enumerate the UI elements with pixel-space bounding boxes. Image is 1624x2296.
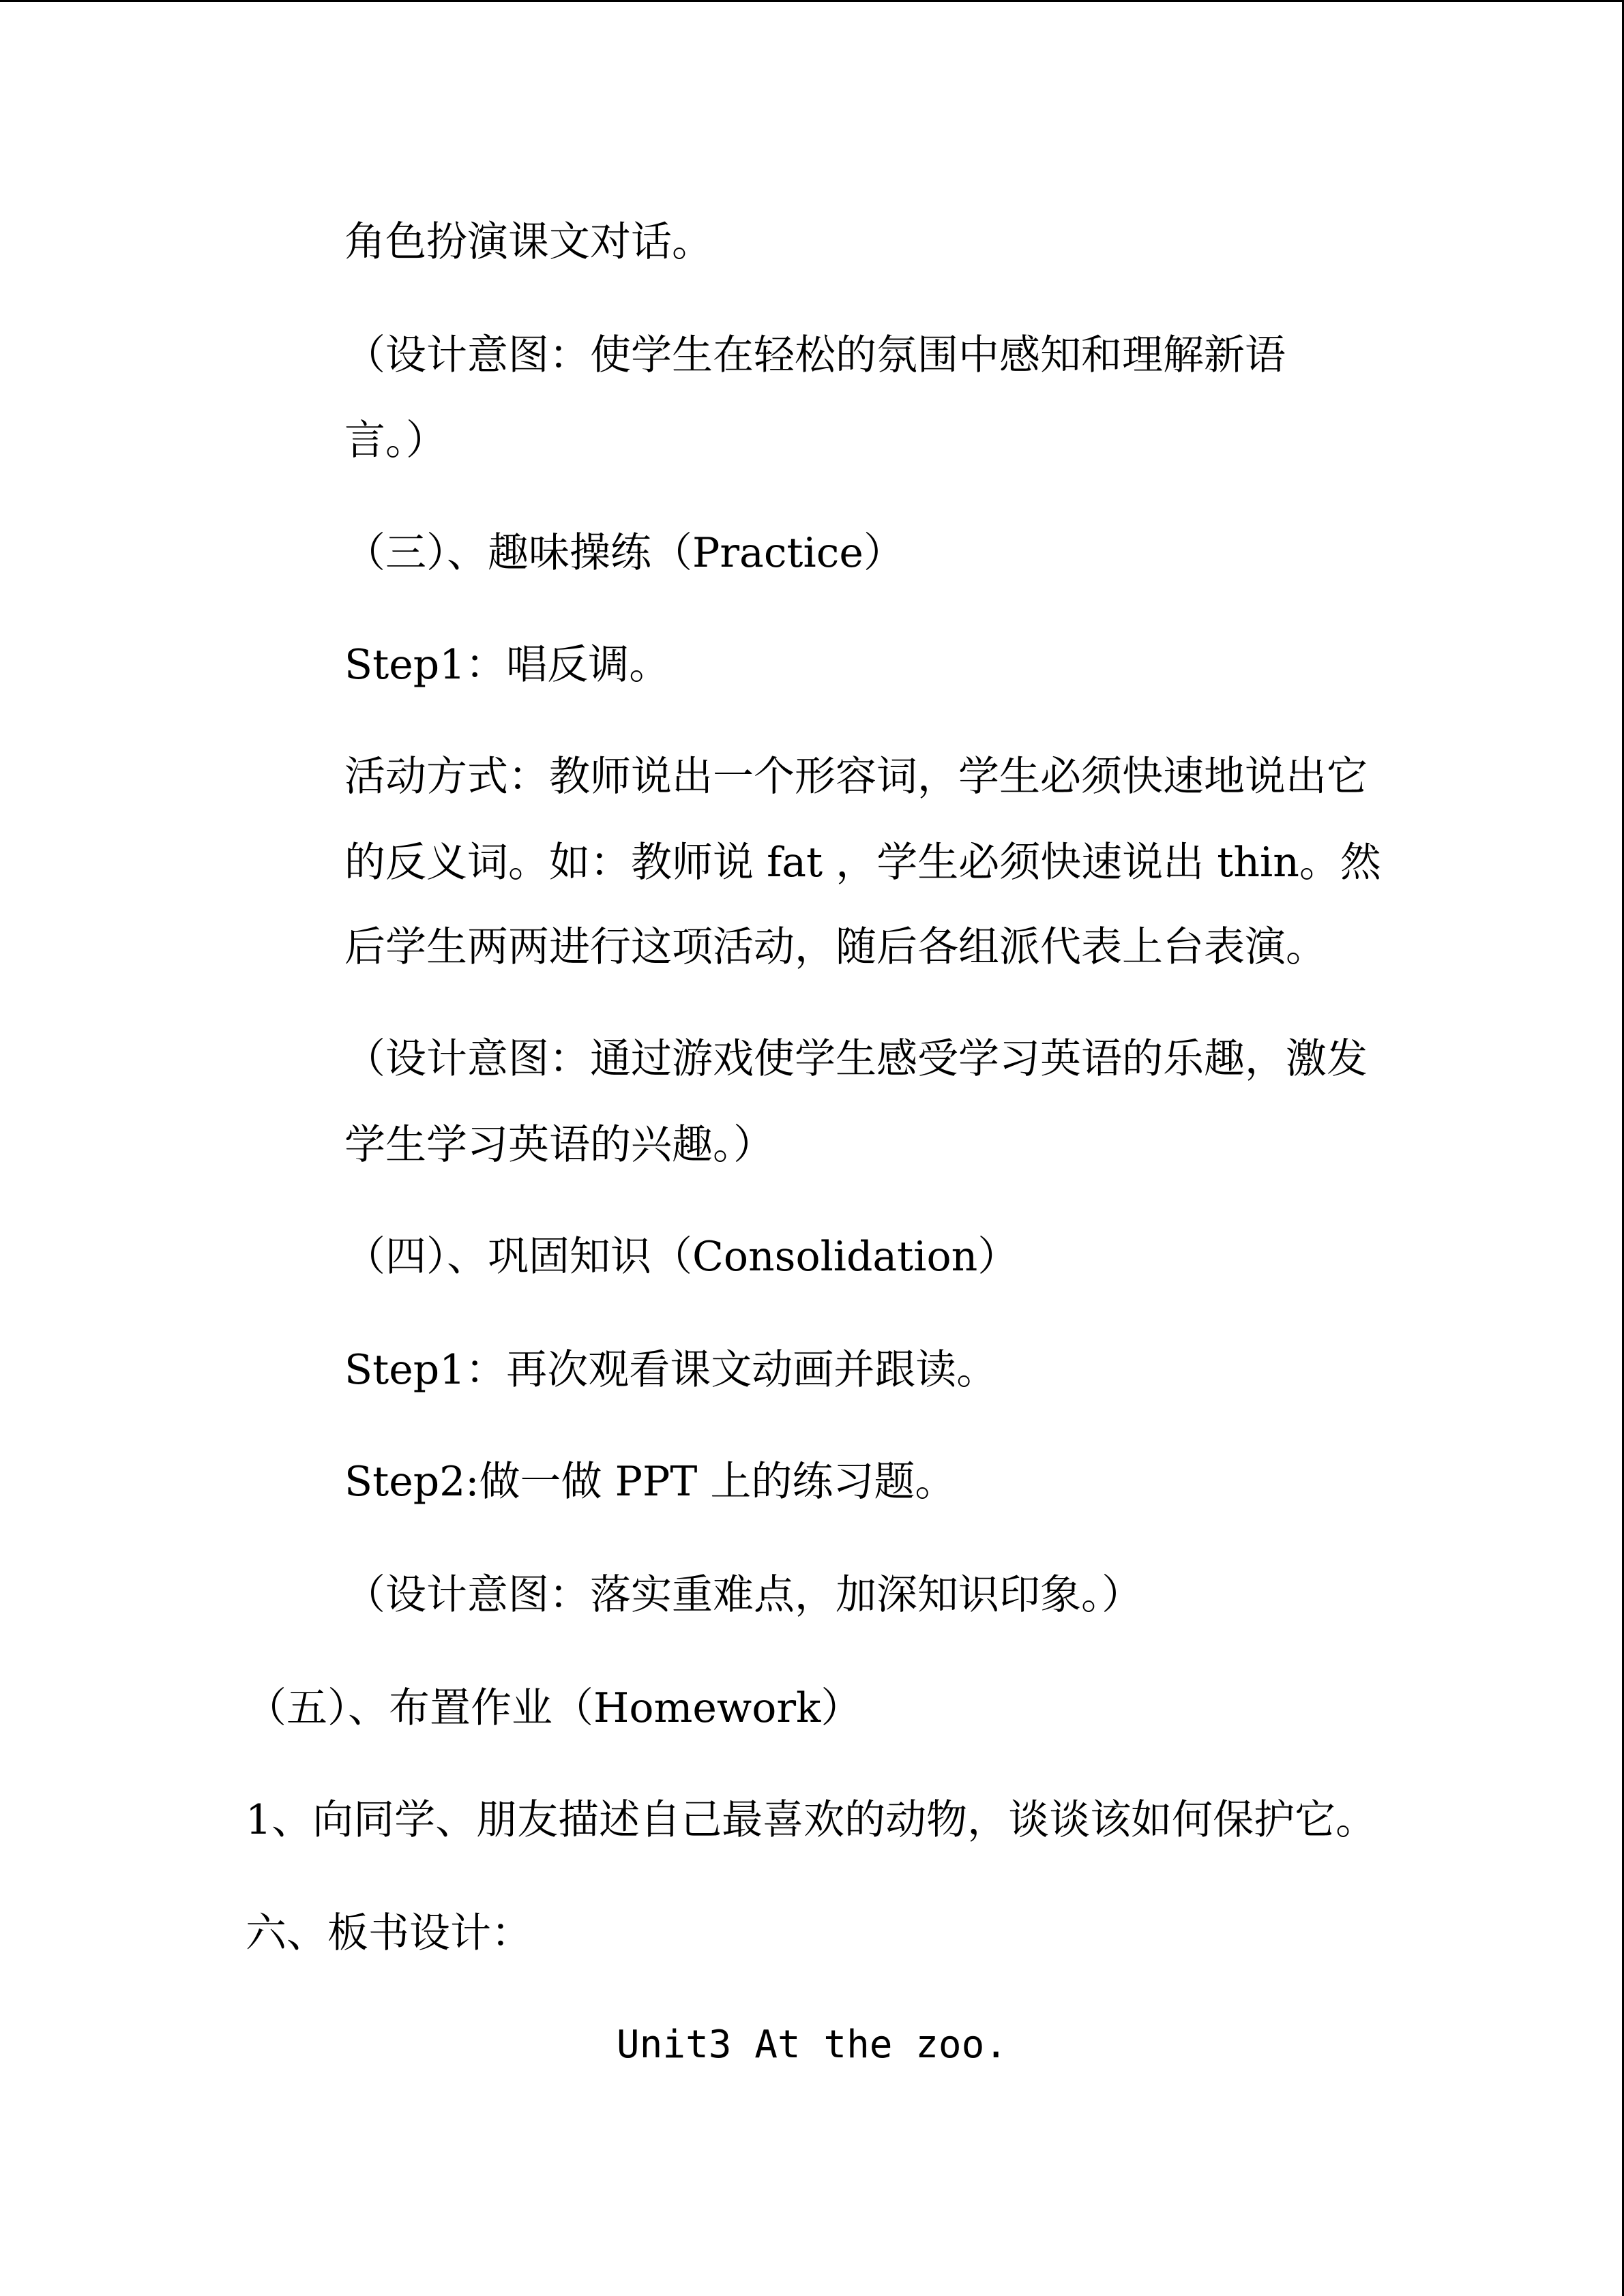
step-line-consolidation-2: Step2:做一做 PPT 上的练习题。 — [344, 1458, 956, 1506]
activity-line-3: 后学生两两进行这项活动，随后各组派代表上台表演。 — [344, 923, 1327, 971]
design-intent-line-1b: 言。） — [344, 417, 447, 464]
design-intent-line-3: （设计意图：落实重难点，加深知识印象。） — [344, 1571, 1142, 1619]
activity-line-1: 活动方式：教师说出一个形容词，学生必须快速地说出它 — [344, 753, 1368, 801]
homework-item-1: 1、向同学、朋友描述自己最喜欢的动物，谈谈该如何保护它。 — [246, 1796, 1377, 1844]
step-line-consolidation-1: Step1：再次观看课文动画并跟读。 — [344, 1346, 998, 1394]
paragraph-line-1: 角色扮演课文对话。 — [344, 218, 713, 266]
step-line-practice-1: Step1：唱反调。 — [344, 641, 670, 689]
section-heading-homework: （五）、布置作业（Homework） — [246, 1684, 862, 1732]
board-design-title: Unit3 At the zoo. — [616, 2023, 1008, 2067]
design-intent-line-1: （设计意图：使学生在轻松的氛围中感知和理解新语 — [344, 331, 1286, 379]
activity-line-2: 的反义词。如：教师说 fat ，学生必须快速说出 thin。然 — [344, 839, 1381, 886]
design-intent-line-2: （设计意图：通过游戏使学生感受学习英语的乐趣，激发 — [344, 1035, 1368, 1083]
section-heading-board-design: 六、板书设计： — [246, 1909, 532, 1957]
section-heading-consolidation: （四）、巩固知识（Consolidation） — [344, 1233, 1019, 1281]
section-heading-practice: （三）、趣味操练（Practice） — [344, 529, 904, 577]
design-intent-line-2b: 学生学习英语的兴趣。） — [344, 1121, 774, 1169]
